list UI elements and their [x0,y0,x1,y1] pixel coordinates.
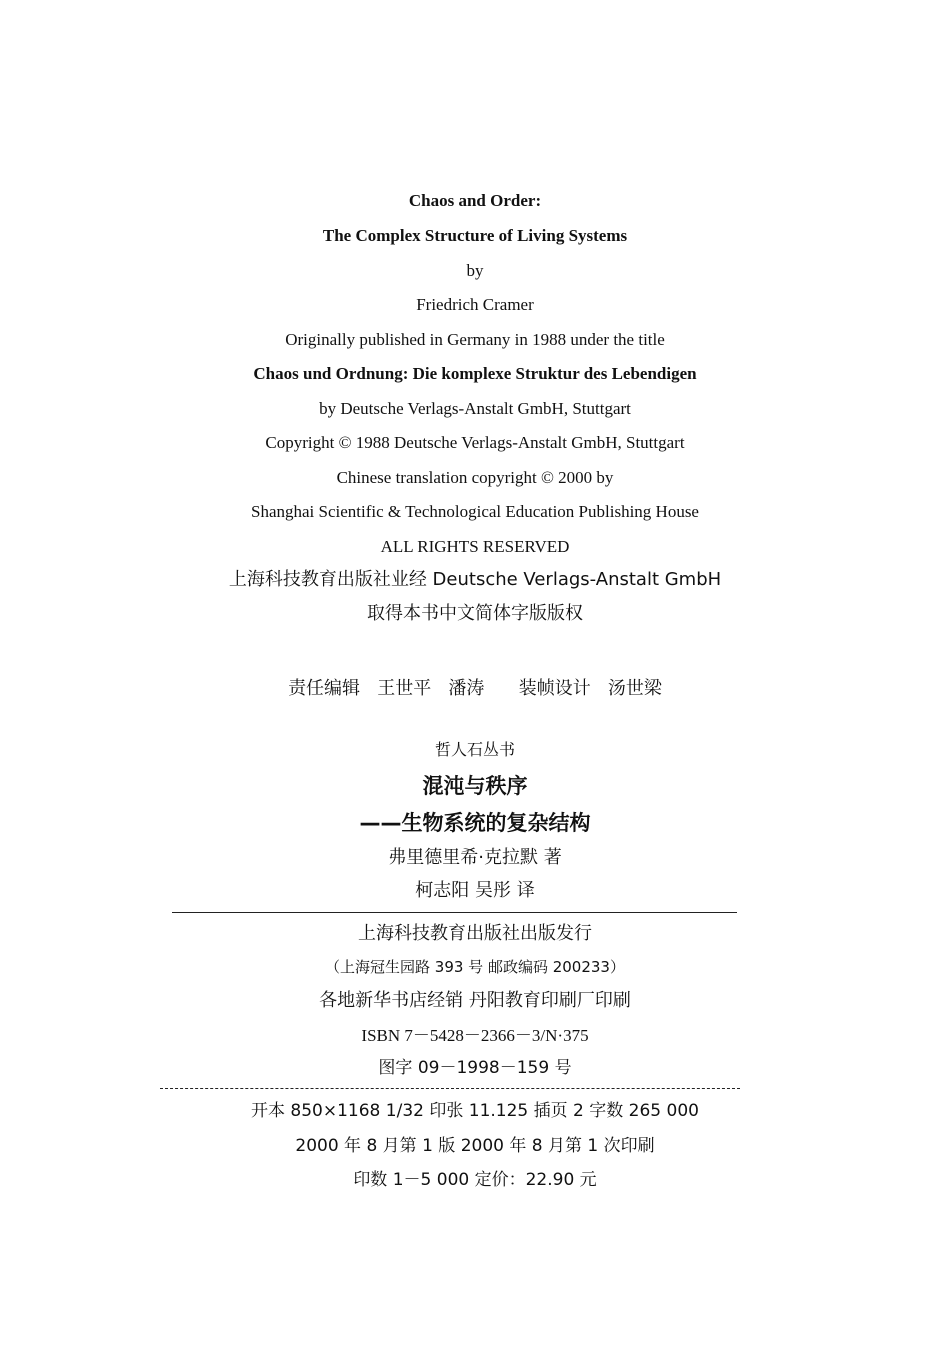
editor-names: 王世平 潘涛 [377,678,485,699]
edition-line: 2000 年 8 月第 1 版 2000 年 8 月第 1 次印刷 [295,1136,655,1156]
distribution-line: 各地新华书店经销 丹阳教育印刷厂印刷 [319,990,631,1011]
chinese-title: 混沌与秩序 [422,774,528,798]
copyright-line: Copyright © 1988 Deutsche Verlags-Anstalt GmbH, Stuttgart [265,433,685,452]
translation-copyright-line: Chinese translation copyright © 2000 by [336,468,614,487]
credits-line [0,674,950,700]
translators-line: 柯志阳 吴彤 译 [415,880,535,901]
english-title-line-1: Chaos and Order: [408,191,542,210]
by-label: by [466,261,484,280]
publisher-address: （上海冠生园路 393 号 邮政编码 200233） [325,958,625,976]
series-name: 哲人石丛书 [434,740,515,759]
license-line-2: 取得本书中文简体字版版权 [367,603,583,624]
publisher-line: 上海科技教育出版社出版发行 [358,923,592,944]
german-publisher: by Deutsche Verlags-Anstalt GmbH, Stuttgart [319,399,631,418]
tuzi-line: 图字 09－1998－159 号 [378,1058,572,1078]
divider-bottom [160,1088,740,1089]
english-title-line-2: The Complex Structure of Living Systems [322,226,628,245]
license-line-1: 上海科技教育出版社业经 Deutsche Verlags-Anstalt GmbH [228,569,722,590]
divider-top [172,912,737,913]
chinese-publisher-english: Shanghai Scientific & Technological Education Publishing House [251,502,699,521]
designer-name: 汤世梁 [607,678,662,699]
editor-label: 责任编辑 [288,678,361,699]
author-line-chinese: 弗里德里希·克拉默 著 [388,847,562,868]
format-line: 开本 850×1168 1/32 印张 11.125 插页 2 字数 265 000 [251,1101,699,1121]
original-publication-note: Originally published in Germany in 1988 under the title [285,330,665,349]
chinese-subtitle: ——生物系统的复杂结构 [359,811,591,835]
german-title: Chaos und Ordnung: Die komplexe Struktur des Lebendigen [253,364,697,383]
design-label: 装帧设计 [518,678,591,699]
isbn-line: ISBN 7－5428－2366－3/N·375 [361,1026,589,1045]
author-name: Friedrich Cramer [416,295,534,314]
print-run-price-line: 印数 1－5 000 定价：22.90 元 [353,1170,597,1190]
rights-reserved: ALL RIGHTS RESERVED [380,537,570,556]
